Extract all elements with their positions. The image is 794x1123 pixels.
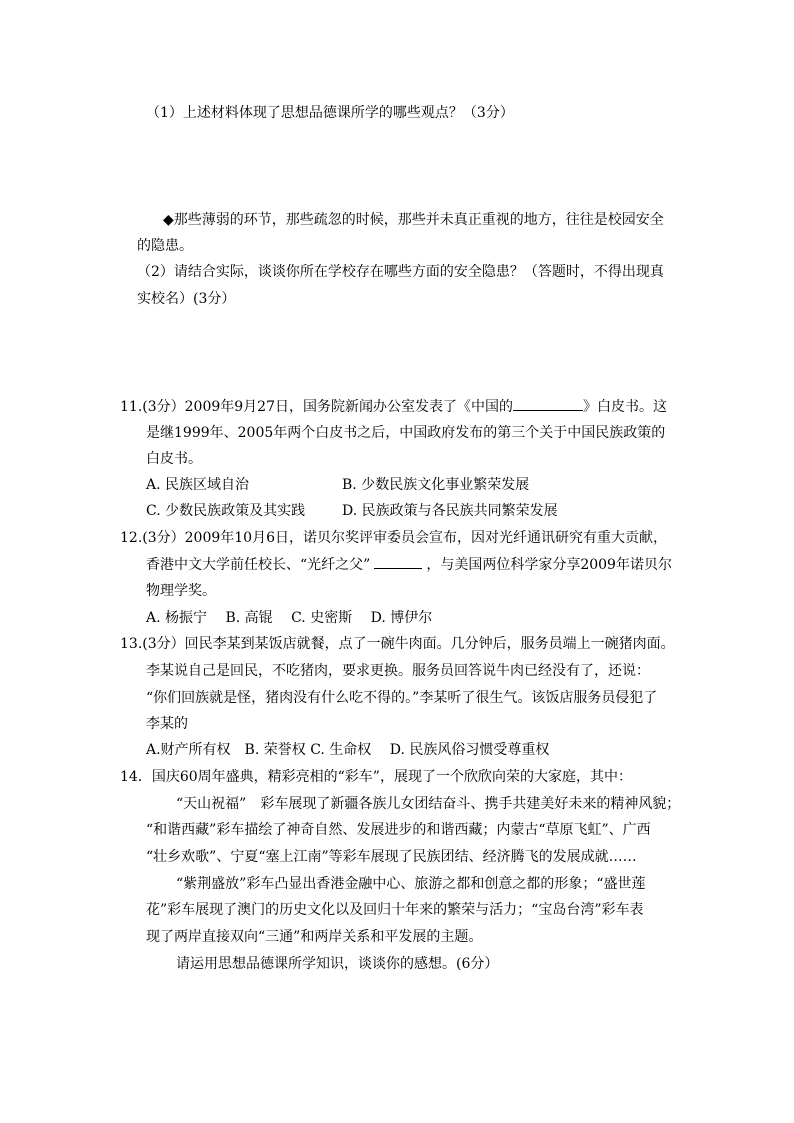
bullet-text-line-2: 的隐患。 [137, 238, 193, 254]
q14-line-5: “紫荆盛放”彩车凸显出香港金融中心、旅游之都和创意之都的形象；“盛世莲 [176, 876, 646, 892]
q12-line-2-tail: ，与美国两位科学家分享2009年诺贝尔 [426, 557, 672, 573]
question-1: （1）上述材料体现了思想品德课所学的哪些观点？（3分） [146, 105, 514, 121]
q14-line-1: 14．国庆60周年盛典，精彩亮相的“彩车”，展现了一个欣欣向荣的大家庭，其中： [120, 769, 632, 785]
q11-line-1-tail: 》白皮书。这 [582, 399, 667, 415]
q11-line-1 [120, 396, 667, 417]
q11-line-1-text: 11.(3分）2009年9月27日，国务院新闻办公室发表了《中国的 [120, 399, 513, 415]
q12-line-3: 物理学奖。 [146, 583, 216, 599]
q14-line-2: “天山祝福” 彩车展现了新疆各族儿女团结奋斗、携手共建美好未来的精神风貌； [176, 796, 681, 812]
q11-option-a: A. 民族区域自治 [146, 477, 250, 493]
question-2-line-2: 实校名）(3分） [137, 291, 236, 307]
q13-line-2: 李某说自己是回民，不吃猪肉，要求更换。服务员回答说牛肉已经没有了，还说： [146, 663, 650, 679]
q13-line-3: “你们回族就是怪，猪肉没有什么吃不得的。”李某听了很生气。该饭店服务员侵犯了 [146, 690, 658, 706]
q14-line-7: 现了两岸直接双向“三通”和两岸关系和平发展的主题。 [146, 929, 483, 945]
q13-line-4: 李某的 [146, 716, 188, 732]
question-2-line-1: （2）请结合实际，谈谈你所在学校存在哪些方面的安全隐患？（答题时，不得出现真 [137, 264, 664, 280]
q11-line-2: 是继1999年、2005年两个白皮书之后，中国政府发布的第三个关于中国民族政策的 [146, 425, 666, 441]
q11-line-3: 白皮书。 [146, 451, 202, 467]
q12-line-2 [146, 554, 672, 575]
q14-line-8: 请运用思想品德课所学知识，谈谈你的感想。(6分） [176, 956, 499, 972]
q14-line-3: “和谐西藏”彩车描绘了神奇自然、发展进步的和谐西藏；内蒙古“草原飞虹”、广西 [146, 822, 651, 838]
q11-option-c: C. 少数民族政策及其实践 [146, 503, 306, 519]
q14-line-6: 花”彩车展现了澳门的历史文化以及回归十年来的繁荣与活力；“宝岛台湾”彩车表 [146, 902, 644, 918]
q13-line-1: 13.(3分）回民李某到某饭店就餐，点了一碗牛肉面。几分钟后，服务员端上一碗猪肉面。 [120, 636, 675, 652]
q12-line-1: 12.(3分）2009年10月6日，诺贝尔奖评审委员会宣布，因对光纤通讯研究有重大贡献， [120, 530, 667, 546]
answer-blank[interactable] [374, 554, 422, 569]
q13-options: A.财产所有权 B. 荣誉权 C. 生命权 D. 民族风俗习惯受尊重权 [146, 742, 550, 758]
q14-line-4: “壮乡欢歌”、宁夏“塞上江南”等彩车展现了民族团结、经济腾飞的发展成就…… [146, 849, 637, 865]
q12-options: A. 杨振宁 B. 高锟 C. 史密斯 D. 博伊尔 [146, 610, 433, 626]
q12-line-2-text: 香港中文大学前任校长、“光纤之父” [146, 557, 371, 573]
bullet-text-line-1: ◆那些薄弱的环节，那些疏忽的时候，那些并未真正重视的地方，往往是校园安全 [163, 212, 664, 228]
answer-blank[interactable] [513, 396, 583, 411]
q11-option-d: D. 民族政策与各民族共同繁荣发展 [342, 503, 558, 519]
q11-option-b: B. 少数民族文化事业繁荣发展 [342, 477, 530, 493]
